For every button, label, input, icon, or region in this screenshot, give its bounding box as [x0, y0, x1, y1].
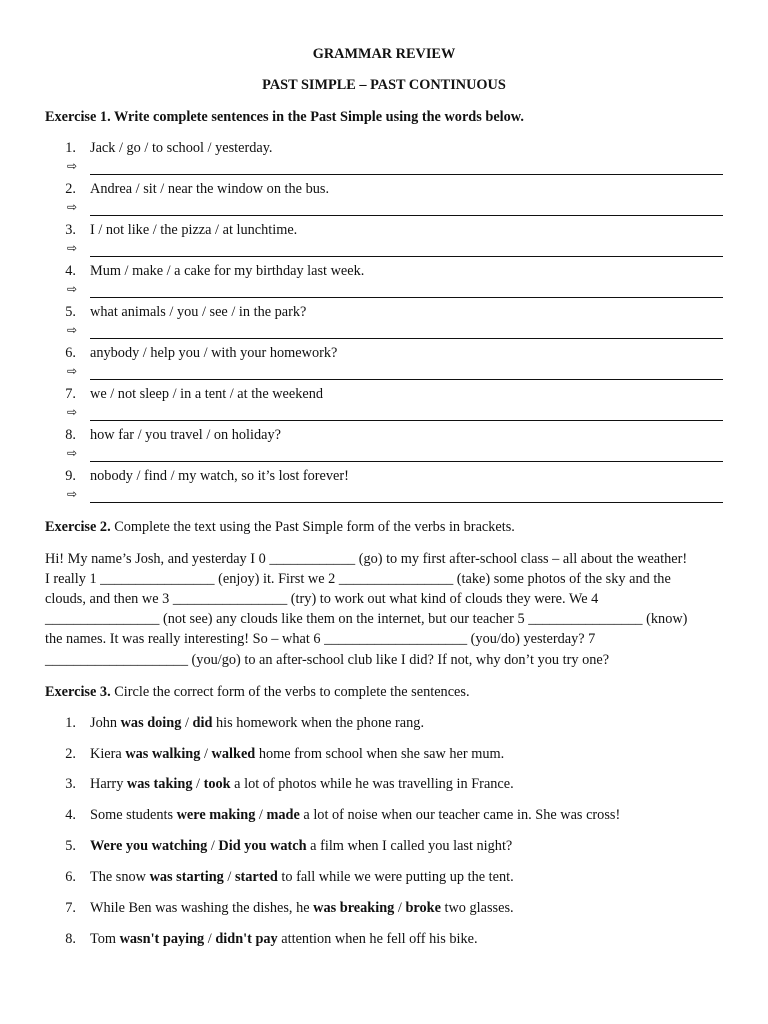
option-separator: / — [394, 900, 406, 916]
verb-option-1[interactable]: wasn't paying — [119, 931, 205, 947]
answer-line[interactable] — [90, 256, 723, 257]
verb-option-1[interactable]: Were you watching — [90, 838, 208, 854]
answer-line[interactable] — [90, 461, 723, 462]
verb-option-2[interactable]: took — [203, 776, 231, 792]
answer-arrow-icon: ⇨ — [67, 487, 78, 501]
text-line: the names. It was really interesting! So – what 6 ____________________ (you/do) yesterday? 7 — [45, 631, 596, 647]
exercise-label: Exercise 3. — [45, 684, 111, 700]
item-prompt: nobody / find / my watch, so it’s lost forever! — [90, 468, 349, 484]
item-number: 6. — [65, 869, 76, 885]
answer-line[interactable] — [90, 420, 723, 421]
item-number: 7. — [65, 900, 76, 916]
item-sentence — [90, 930, 478, 948]
item-prompt: anybody / help you / with your homework? — [90, 345, 338, 361]
answer-line[interactable] — [90, 502, 723, 503]
item-prompt: what animals / you / see / in the park? — [90, 304, 307, 320]
exercise-instruction: Complete the text using the Past Simple form of the verbs in brackets. — [110, 519, 515, 535]
sentence-end: a lot of photos while he was travelling in France. — [230, 776, 514, 792]
page-subtitle: PAST SIMPLE – PAST CONTINUOUS — [262, 77, 506, 93]
verb-option-1[interactable]: was doing — [120, 715, 182, 731]
sentence-start: While Ben was washing the dishes, he — [90, 900, 314, 916]
item-number: 9. — [65, 468, 76, 484]
verb-option-2[interactable]: started — [234, 869, 278, 885]
verb-option-1[interactable]: was breaking — [313, 900, 395, 916]
exercise-instruction: Circle the correct form of the verbs to complete the sentences. — [110, 684, 470, 700]
item-number: 2. — [65, 181, 76, 197]
item-sentence — [90, 837, 512, 855]
answer-arrow-icon: ⇨ — [67, 282, 78, 296]
text-line: Hi! My name’s Josh, and yesterday I 0 ____________ (go) to my first after-school class – all about the weather! — [45, 551, 688, 567]
option-separator: / — [192, 776, 204, 792]
item-number: 5. — [65, 304, 76, 320]
answer-arrow-icon: ⇨ — [67, 323, 78, 337]
item-number: 2. — [65, 746, 76, 762]
verb-option-2[interactable]: didn't pay — [215, 931, 278, 947]
sentence-start: The snow — [90, 869, 150, 885]
item-prompt: we / not sleep / in a tent / at the weekend — [90, 386, 324, 402]
item-number: 8. — [65, 931, 76, 947]
option-separator: / — [204, 931, 216, 947]
sentence-start: Harry — [90, 776, 127, 792]
answer-line[interactable] — [90, 379, 723, 380]
sentence-end: to fall while we were putting up the tent. — [277, 869, 514, 885]
verb-option-2[interactable]: made — [266, 807, 300, 823]
sentence-start: Tom — [90, 931, 120, 947]
exercise-2-heading — [45, 518, 515, 536]
answer-arrow-icon: ⇨ — [67, 405, 78, 419]
answer-line[interactable] — [90, 338, 723, 339]
answer-arrow-icon: ⇨ — [67, 200, 78, 214]
item-prompt: how far / you travel / on holiday? — [90, 427, 281, 443]
exercise-1-heading: Exercise 1. Write complete sentences in the Past Simple using the words below. — [45, 109, 524, 125]
item-number: 8. — [65, 427, 76, 443]
item-prompt: I / not like / the pizza / at lunchtime. — [90, 222, 298, 238]
sentence-end: two glasses. — [440, 900, 514, 916]
item-number: 3. — [65, 776, 76, 792]
verb-option-2[interactable]: walked — [211, 746, 256, 762]
page-title: GRAMMAR REVIEW — [312, 46, 456, 62]
item-number: 1. — [65, 715, 76, 731]
verb-option-2[interactable]: broke — [405, 900, 441, 916]
text-line: clouds, and then we 3 ________________ (try) to work out what kind of clouds they were. We 4 — [45, 591, 599, 607]
answer-line[interactable] — [90, 174, 723, 175]
verb-option-1[interactable]: was starting — [149, 869, 224, 885]
option-separator: / — [181, 715, 193, 731]
sentence-end: home from school when she saw her mum. — [255, 746, 505, 762]
answer-line[interactable] — [90, 215, 723, 216]
verb-option-2[interactable]: did — [192, 715, 213, 731]
item-number: 4. — [65, 807, 76, 823]
text-line: I really 1 ________________ (enjoy) it. First we 2 ________________ (take) some photos of the sky and the — [45, 571, 671, 587]
item-sentence — [90, 745, 504, 763]
option-separator: / — [207, 838, 219, 854]
verb-option-1[interactable]: were making — [176, 807, 256, 823]
sentence-start: Some students — [90, 807, 177, 823]
verb-option-2[interactable]: Did you watch — [218, 838, 307, 854]
sentence-start: John — [90, 715, 121, 731]
answer-line[interactable] — [90, 297, 723, 298]
item-prompt: Jack / go / to school / yesterday. — [90, 140, 273, 156]
option-separator: / — [255, 807, 267, 823]
item-sentence — [90, 899, 514, 917]
sentence-end: a lot of noise when our teacher came in. She was cross! — [299, 807, 621, 823]
item-number: 3. — [65, 222, 76, 238]
exercise-3-heading — [45, 683, 470, 701]
answer-arrow-icon: ⇨ — [67, 241, 78, 255]
sentence-start: Kiera — [90, 746, 126, 762]
item-number: 4. — [65, 263, 76, 279]
item-number: 1. — [65, 140, 76, 156]
item-sentence — [90, 868, 514, 886]
item-number: 5. — [65, 838, 76, 854]
item-sentence — [90, 775, 514, 793]
item-sentence — [90, 714, 424, 732]
sentence-end: a film when I called you last night? — [306, 838, 513, 854]
answer-arrow-icon: ⇨ — [67, 159, 78, 173]
item-sentence — [90, 806, 620, 824]
text-line: ____________________ (you/go) to an after-school club like I did? If not, why don’t you try one? — [45, 652, 610, 668]
answer-arrow-icon: ⇨ — [67, 364, 78, 378]
item-prompt: Mum / make / a cake for my birthday last week. — [90, 263, 365, 279]
sentence-end: attention when he fell off his bike. — [277, 931, 478, 947]
option-separator: / — [200, 746, 212, 762]
answer-arrow-icon: ⇨ — [67, 446, 78, 460]
text-line: ________________ (not see) any clouds like them on the internet, but our teacher 5 ________________ (know) — [45, 611, 688, 627]
option-separator: / — [223, 869, 235, 885]
sentence-end: his homework when the phone rang. — [212, 715, 425, 731]
verb-option-1[interactable]: was walking — [125, 746, 201, 762]
item-number: 7. — [65, 386, 76, 402]
item-number: 6. — [65, 345, 76, 361]
verb-option-1[interactable]: was taking — [126, 776, 193, 792]
exercise-label: Exercise 2. — [45, 519, 111, 535]
item-prompt: Andrea / sit / near the window on the bus. — [90, 181, 330, 197]
